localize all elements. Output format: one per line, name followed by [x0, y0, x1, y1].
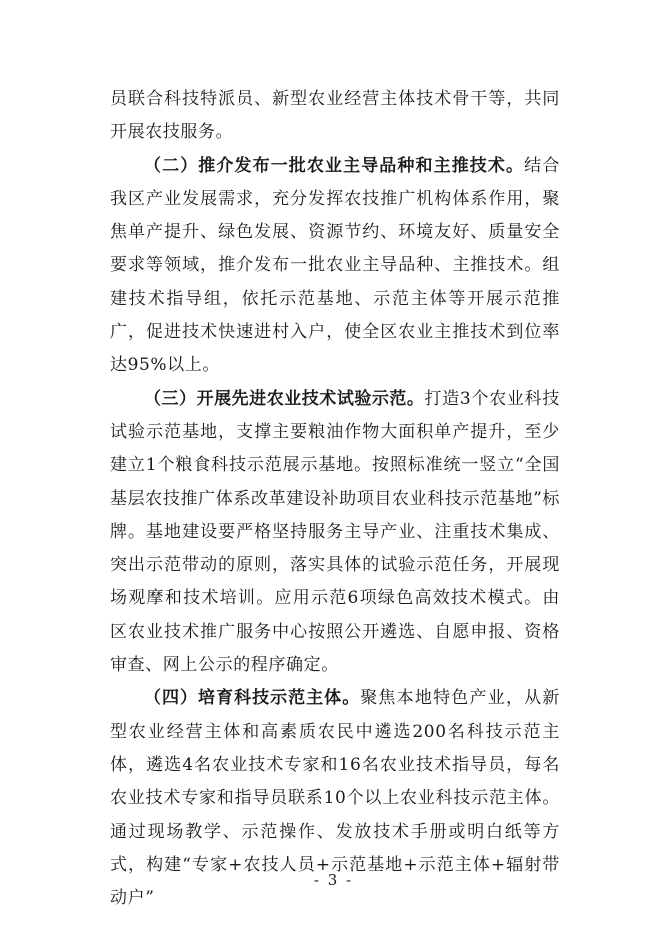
- body-text: [110, 83, 560, 915]
- paragraph-text: 结合我区产业发展需求，充分发挥农技推广机构体系作用，聚焦单产提升、绿色发展、资源节约、环境友好、质量安全要求等领域，推介发布一批农业主导品种、主推技术。组建技术指导组，依托示范基地、示范主体等开展示范推广，促进技术快速进村入户，使全区农业主推技术到位率达95%以上。: [110, 155, 560, 376]
- paragraph-continuation: [110, 83, 560, 150]
- paragraph-section-2: [110, 150, 560, 383]
- paragraph-text: 打造3个农业科技试验示范基地，支撑主要粮油作物大面积单产提升，至少建立1个粮食科技示范展示基地。按照标准统一竖立“全国基层农技推广体系改革建设补助项目农业科技示范基地”标牌。基地建设要严格坚持服务主导产业、注重技术集成、突出示范带动的原则，落实具体的试验示范任务，开展现场观摩和技术培训。应用示范6项绿色高效技术模式。由区农业技术推广服务中心按照公开遴选、自愿申报、资格审查、网上公示的程序确定。: [110, 388, 560, 676]
- paragraph-text: 员联合科技特派员、新型农业经营主体技术骨干等，共同开展农技服务。: [110, 89, 560, 143]
- page-number: - 3 -: [313, 871, 354, 889]
- paragraph-section-3: [110, 383, 560, 683]
- section-heading: （二）推介发布一批农业主导品种和主推技术。: [144, 155, 525, 176]
- paragraph-text: 聚焦本地特色产业，从新型农业经营主体和高素质农民中遴选200名科技示范主体，遴选4名农业技术专家和16名农业技术指导员，每名农业技术专家和指导员联系10个以上农业科技示范主体。通过现场教学、示范操作、发放技术手册或明白纸等方式，构建“专家+农技人员+示范基地+示范主体+辐射带动户”: [110, 688, 560, 909]
- section-heading: （四）培育科技示范主体。: [144, 688, 361, 709]
- section-heading: （三）开展先进农业技术试验示范。: [144, 388, 425, 409]
